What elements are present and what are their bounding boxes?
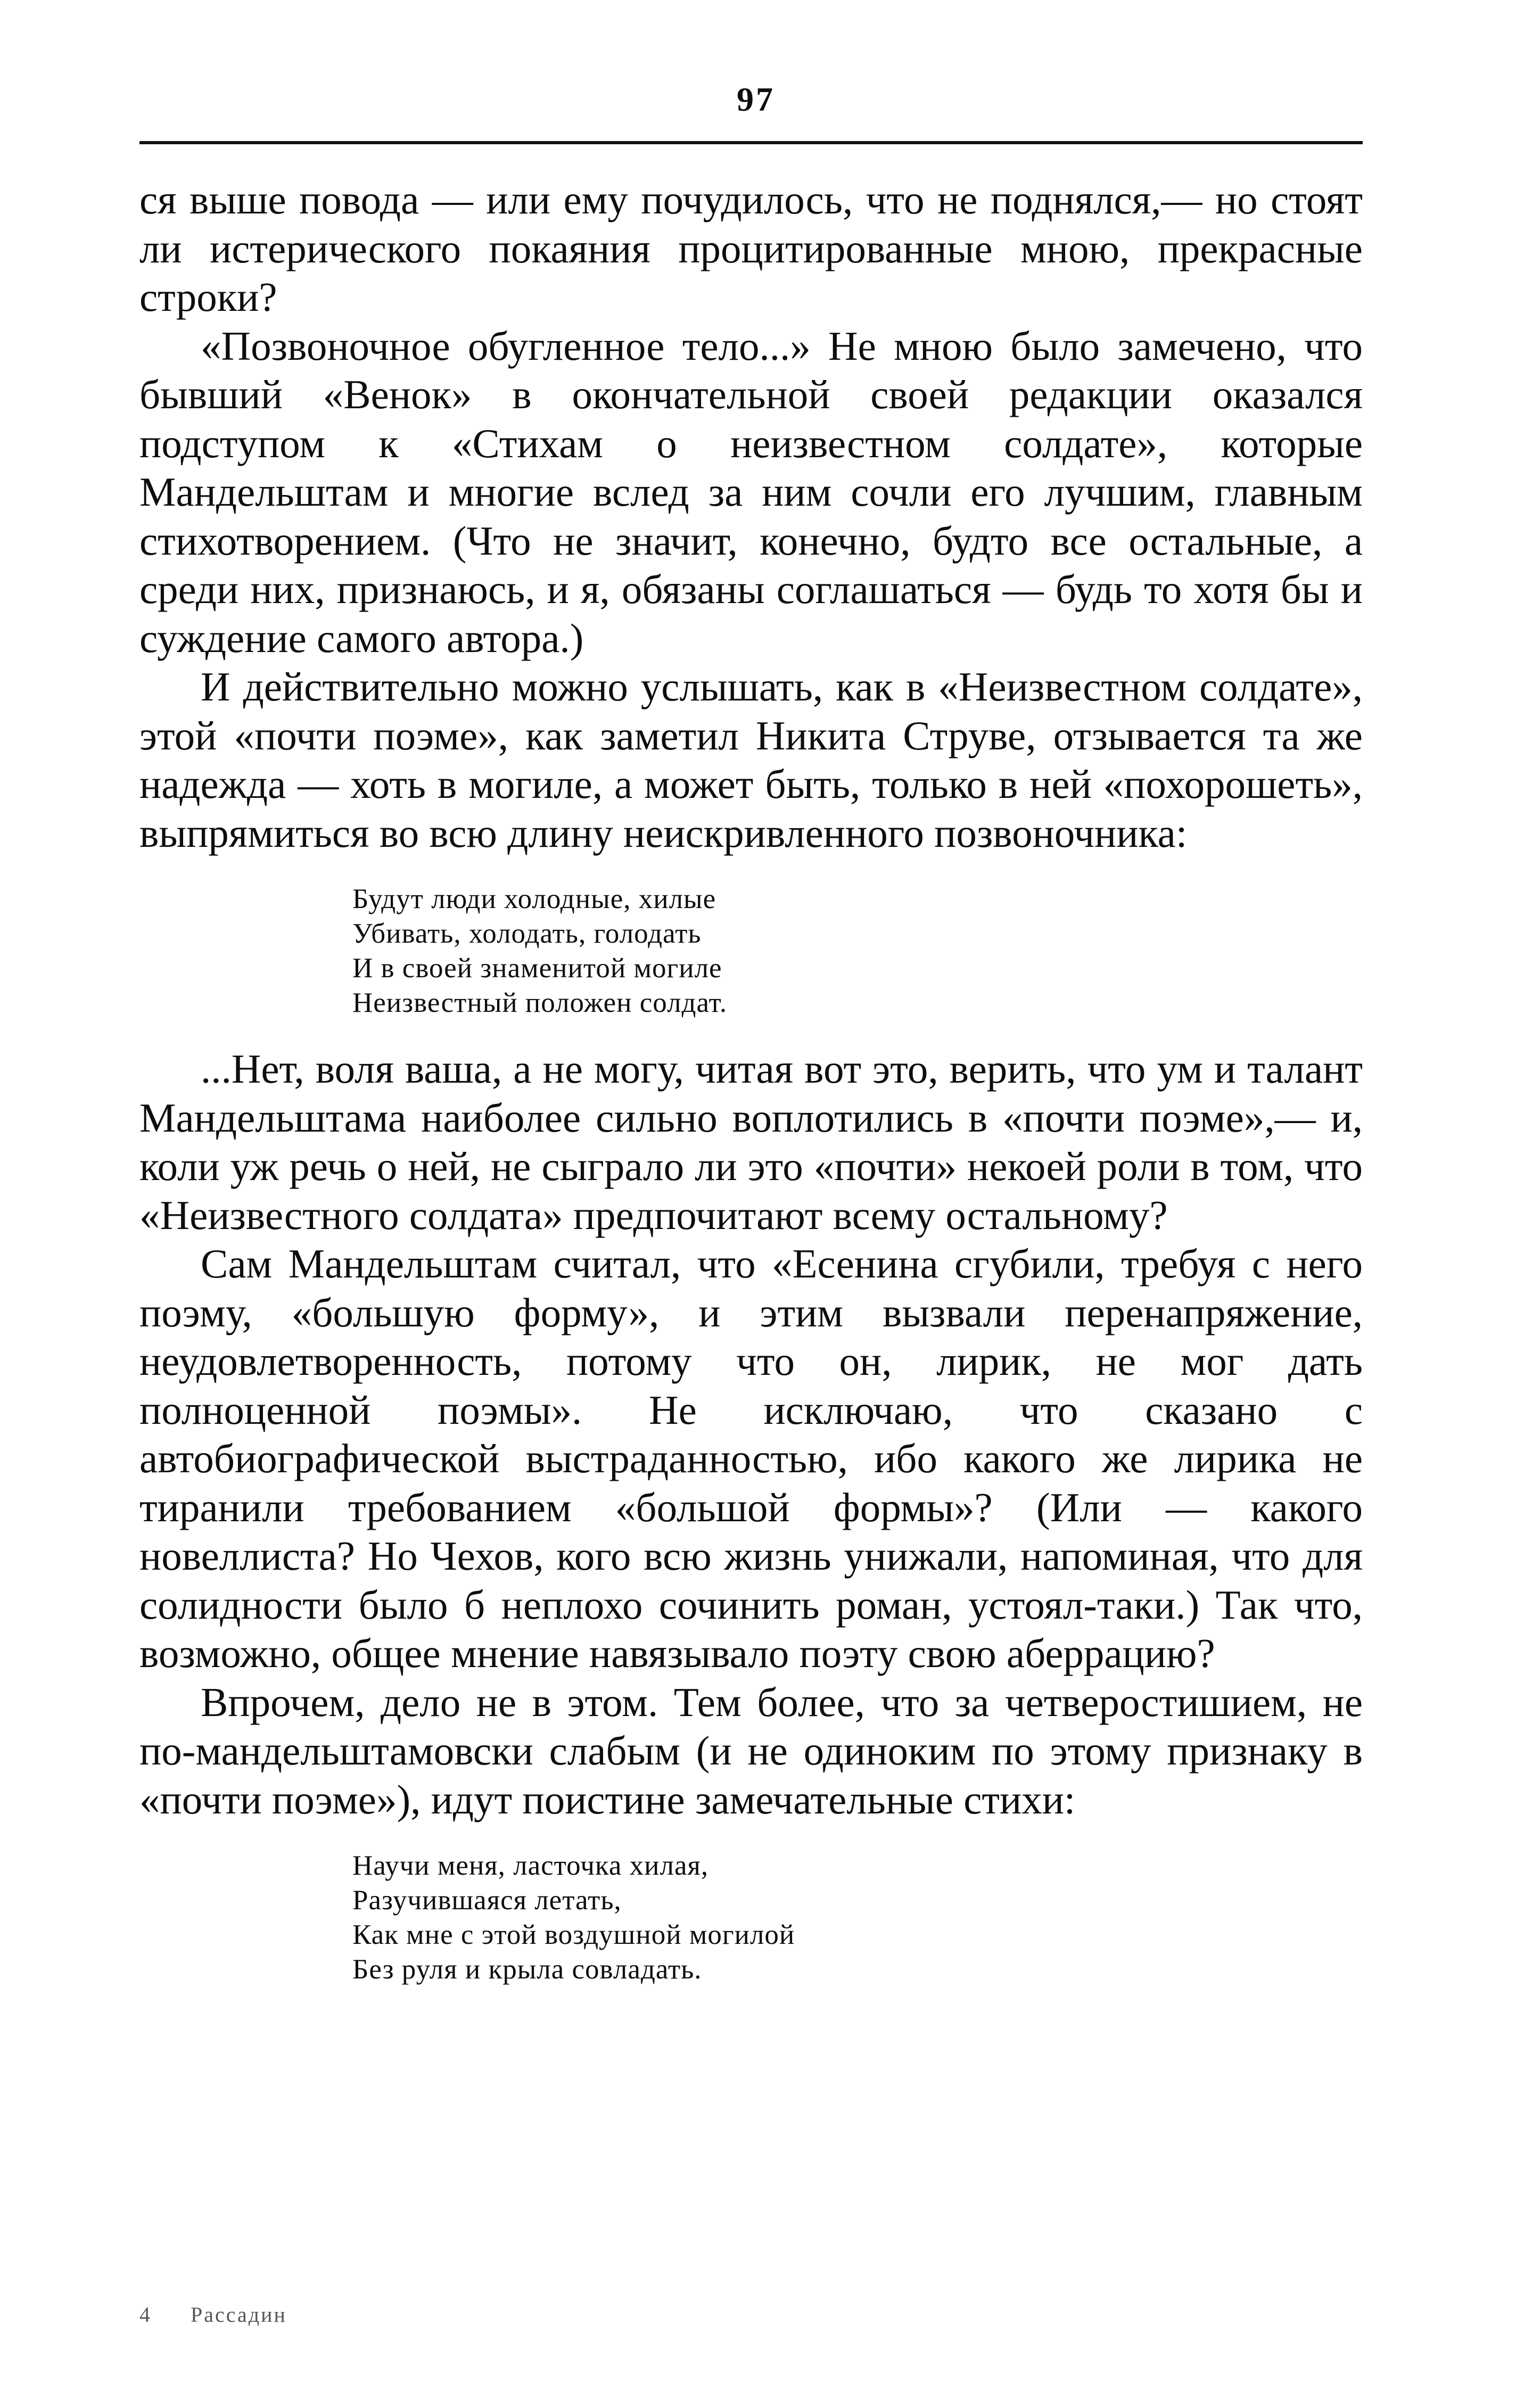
page-number: 97	[737, 80, 775, 118]
header-rule	[139, 141, 1363, 144]
signature-mark: 4	[139, 2303, 152, 2327]
verse-line: Убивать, холодать, голодать	[352, 918, 702, 949]
verse-quote	[352, 1849, 1363, 1987]
verse-line: И в своей знаменитой могиле	[352, 953, 722, 984]
paragraph: Сам Мандельштам считал, что «Есенина сгубили, требуя с него поэму, «большую форму», и этим вызвали перенапряжение, неудовлетворенность, потому что он, лирик, не мог дать полноценной поэмы». Не исключаю, что сказано с автобиографической выстраданностью, ибо какого же лирика не тиранили требованием «большой формы»? (Или — какого новеллиста? Но Чехов, кого всю жизнь унижали, напоминая, что для солидности было б неплохо сочинить роман, устоял-таки.) Так что, возможно, общее мнение навязывало поэту свою аберрацию?	[139, 1241, 1363, 1676]
page-footer	[139, 2302, 287, 2327]
paragraph: Впрочем, дело не в этом. Тем более, что за четверостишием, не по-мандельштамовски слабым (и не одиноким по этому признаку в «почти поэме»), идут поистине замечательные стихи:	[139, 1679, 1363, 1823]
verse-line: Как мне с этой воздушной могилой	[352, 1919, 795, 1950]
paragraph: И действительно можно услышать, как в «Неизвестном солдате», этой «почти поэме», как заметил Никита Струве, отзывается та же надежда — хоть в могиле, а может быть, только в ней «похорошеть», выпрямиться во всю длину неискривленного позвоночника:	[139, 664, 1363, 856]
verse-line: Будут люди холодные, хилые	[352, 884, 716, 914]
paragraph: «Позвоночное обугленное тело...» Не мною было замечено, что бывший «Венок» в окончательной своей редакции оказался подступом к «Стихам о неизвестном солдате», которые Мандельштам и многие вслед за ним сочли его лучшим, главным стихотворением. (Что не значит, конечно, будто все остальные, а среди них, признаюсь, и я, обязаны соглашаться — будь то хотя бы и суждение самого автора.)	[139, 323, 1363, 661]
footer-author: Рассадин	[191, 2303, 287, 2327]
verse-line: Научи меня, ласточка хилая,	[352, 1850, 709, 1881]
verse-line: Неизвестный положен солдат.	[352, 987, 728, 1018]
paragraph: ...Нет, воля ваша, а не могу, читая вот это, верить, что ум и талант Мандельштама наиболее сильно воплотились в «почти поэме»,— и, коли уж речь о ней, не сыграло ли это «почти» некоей роли в том, что «Неизвестного солдата» предпочитают всему остальному?	[139, 1046, 1363, 1238]
body-text	[139, 176, 1363, 2011]
paragraph: ся выше повода — или ему почудилось, что не поднялся,— но стоят ли истерического покаяния процитированные мною, прекрасные строки?	[139, 177, 1363, 320]
verse-quote	[352, 882, 1363, 1020]
verse-line: Разучившаяся летать,	[352, 1885, 622, 1916]
verse-line: Без руля и крыла совладать.	[352, 1954, 702, 1985]
